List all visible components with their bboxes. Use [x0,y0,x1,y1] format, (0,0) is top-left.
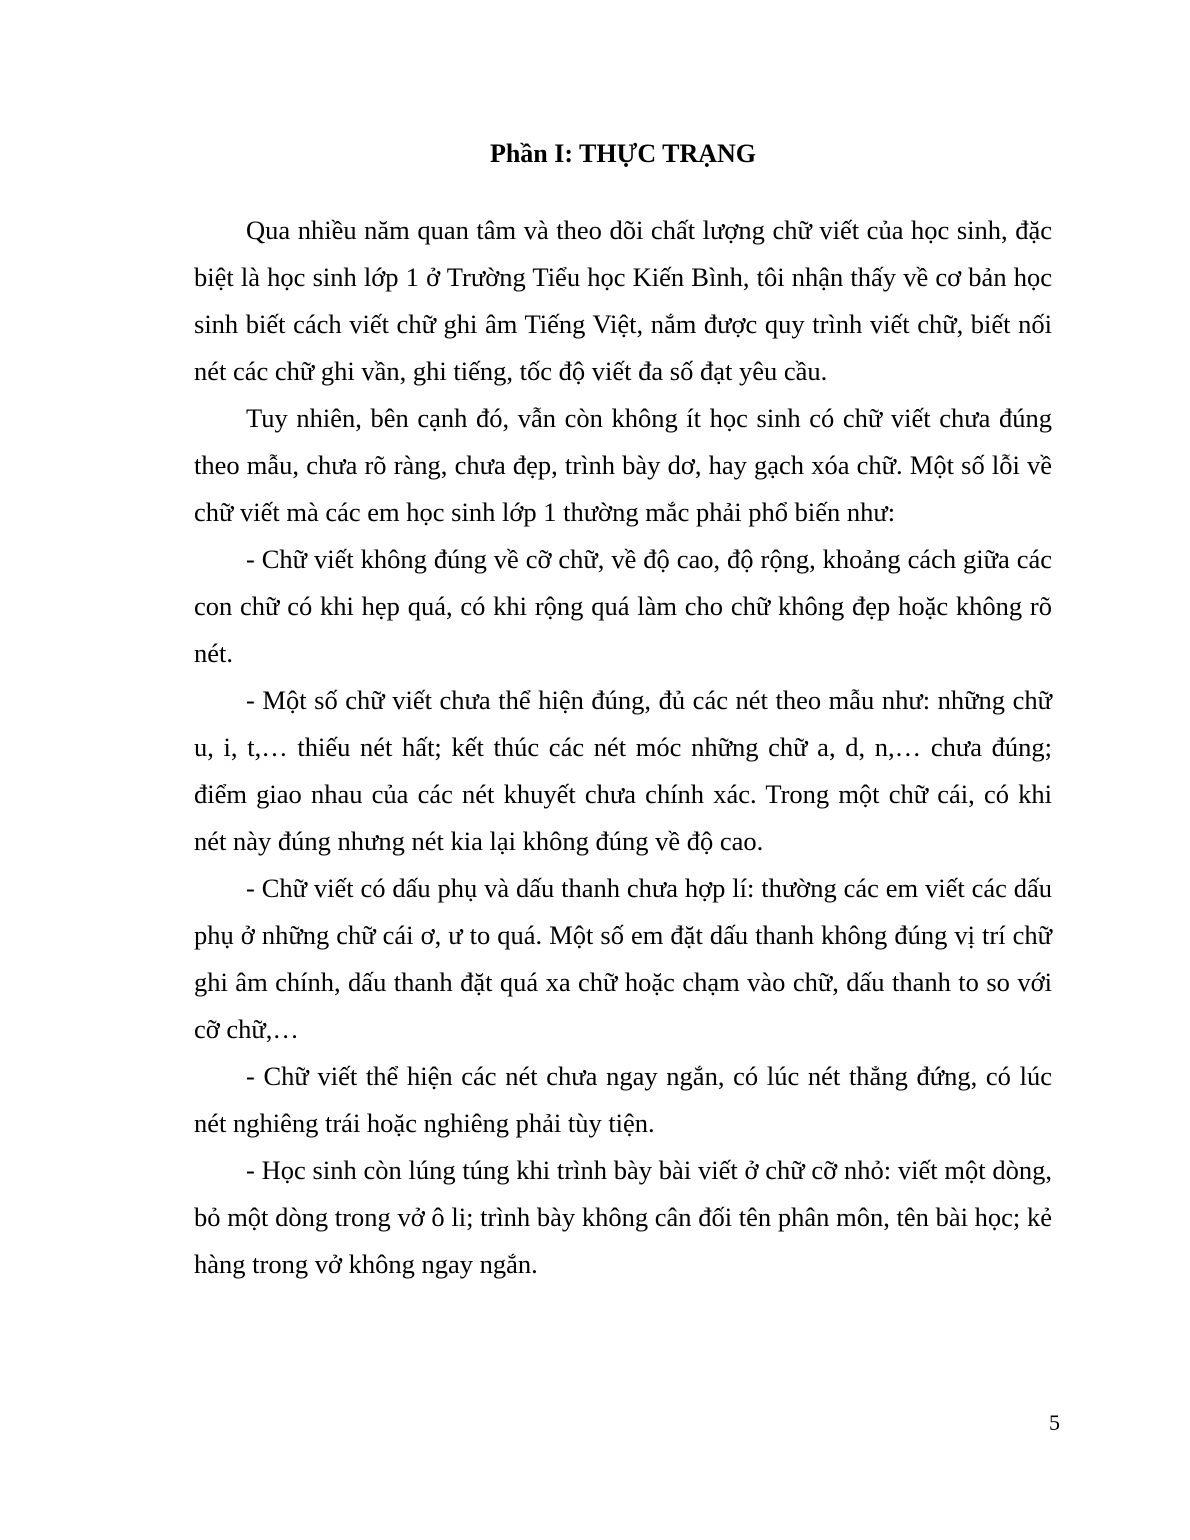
paragraph-stroke-issue: - Một số chữ viết chưa thể hiện đúng, đủ các nét theo mẫu như: những chữ u, i, t,… thiếu nét hất; kết thúc các nét móc những chữ a, d, n,… chưa đúng; điểm giao nhau của các nét khuyết chưa chính xác. Trong một chữ cái, có khi nét này đúng nhưng nét kia lại không đúng về độ cao. [194,685,1052,856]
paragraph-however: Tuy nhiên, bên cạnh đó, vẫn còn không ít học sinh có chữ viết chưa đúng theo mẫu, chưa rõ ràng, chưa đẹp, trình bày dơ, hay gạch xóa chữ. Một số lỗi về chữ viết mà các em học sinh lớp 1 thường mắc phải phổ biến như: [194,403,1052,527]
paragraph-size-issue: - Chữ viết không đúng về cỡ chữ, về độ cao, độ rộng, khoảng cách giữa các con chữ có khi hẹp quá, có khi rộng quá làm cho chữ không đẹp hoặc không rõ nét. [194,544,1052,668]
paragraph-layout-issue: - Học sinh còn lúng túng khi trình bày bài viết ở chữ cỡ nhỏ: viết một dòng, bỏ một dòng trong vở ô li; trình bày không cân đối tên phân môn, tên bài học; kẻ hàng trong vở không ngay ngắn. [194,1155,1052,1279]
paragraph-slant-issue: - Chữ viết thể hiện các nét chưa ngay ngắn, có lúc nét thẳng đứng, có lúc nét nghiêng trái hoặc nghiêng phải tùy tiện. [194,1061,1052,1138]
body-text [194,207,1052,1288]
paragraph-diacritic-issue: - Chữ viết có dấu phụ và dấu thanh chưa hợp lí: thường các em viết các dấu phụ ở những chữ cái ơ, ư to quá. Một số em đặt dấu thanh không đúng vị trí chữ ghi âm chính, dấu thanh đặt quá xa chữ hoặc chạm vào chữ, dấu thanh to so với cỡ chữ,… [194,873,1052,1044]
page-number: 5 [1049,1410,1060,1435]
paragraph-intro: Qua nhiều năm quan tâm và theo dõi chất lượng chữ viết của học sinh, đặc biệt là học sinh lớp 1 ở Trường Tiểu học Kiến Bình, tôi nhận thấy về cơ bản học sinh biết cách viết chữ ghi âm Tiếng Việt, nắm được quy trình viết chữ, biết nối nét các chữ ghi vần, ghi tiếng, tốc độ viết đa số đạt yêu cầu. [194,215,1052,386]
section-heading: Phần I: THỰC TRẠNG [489,139,757,168]
